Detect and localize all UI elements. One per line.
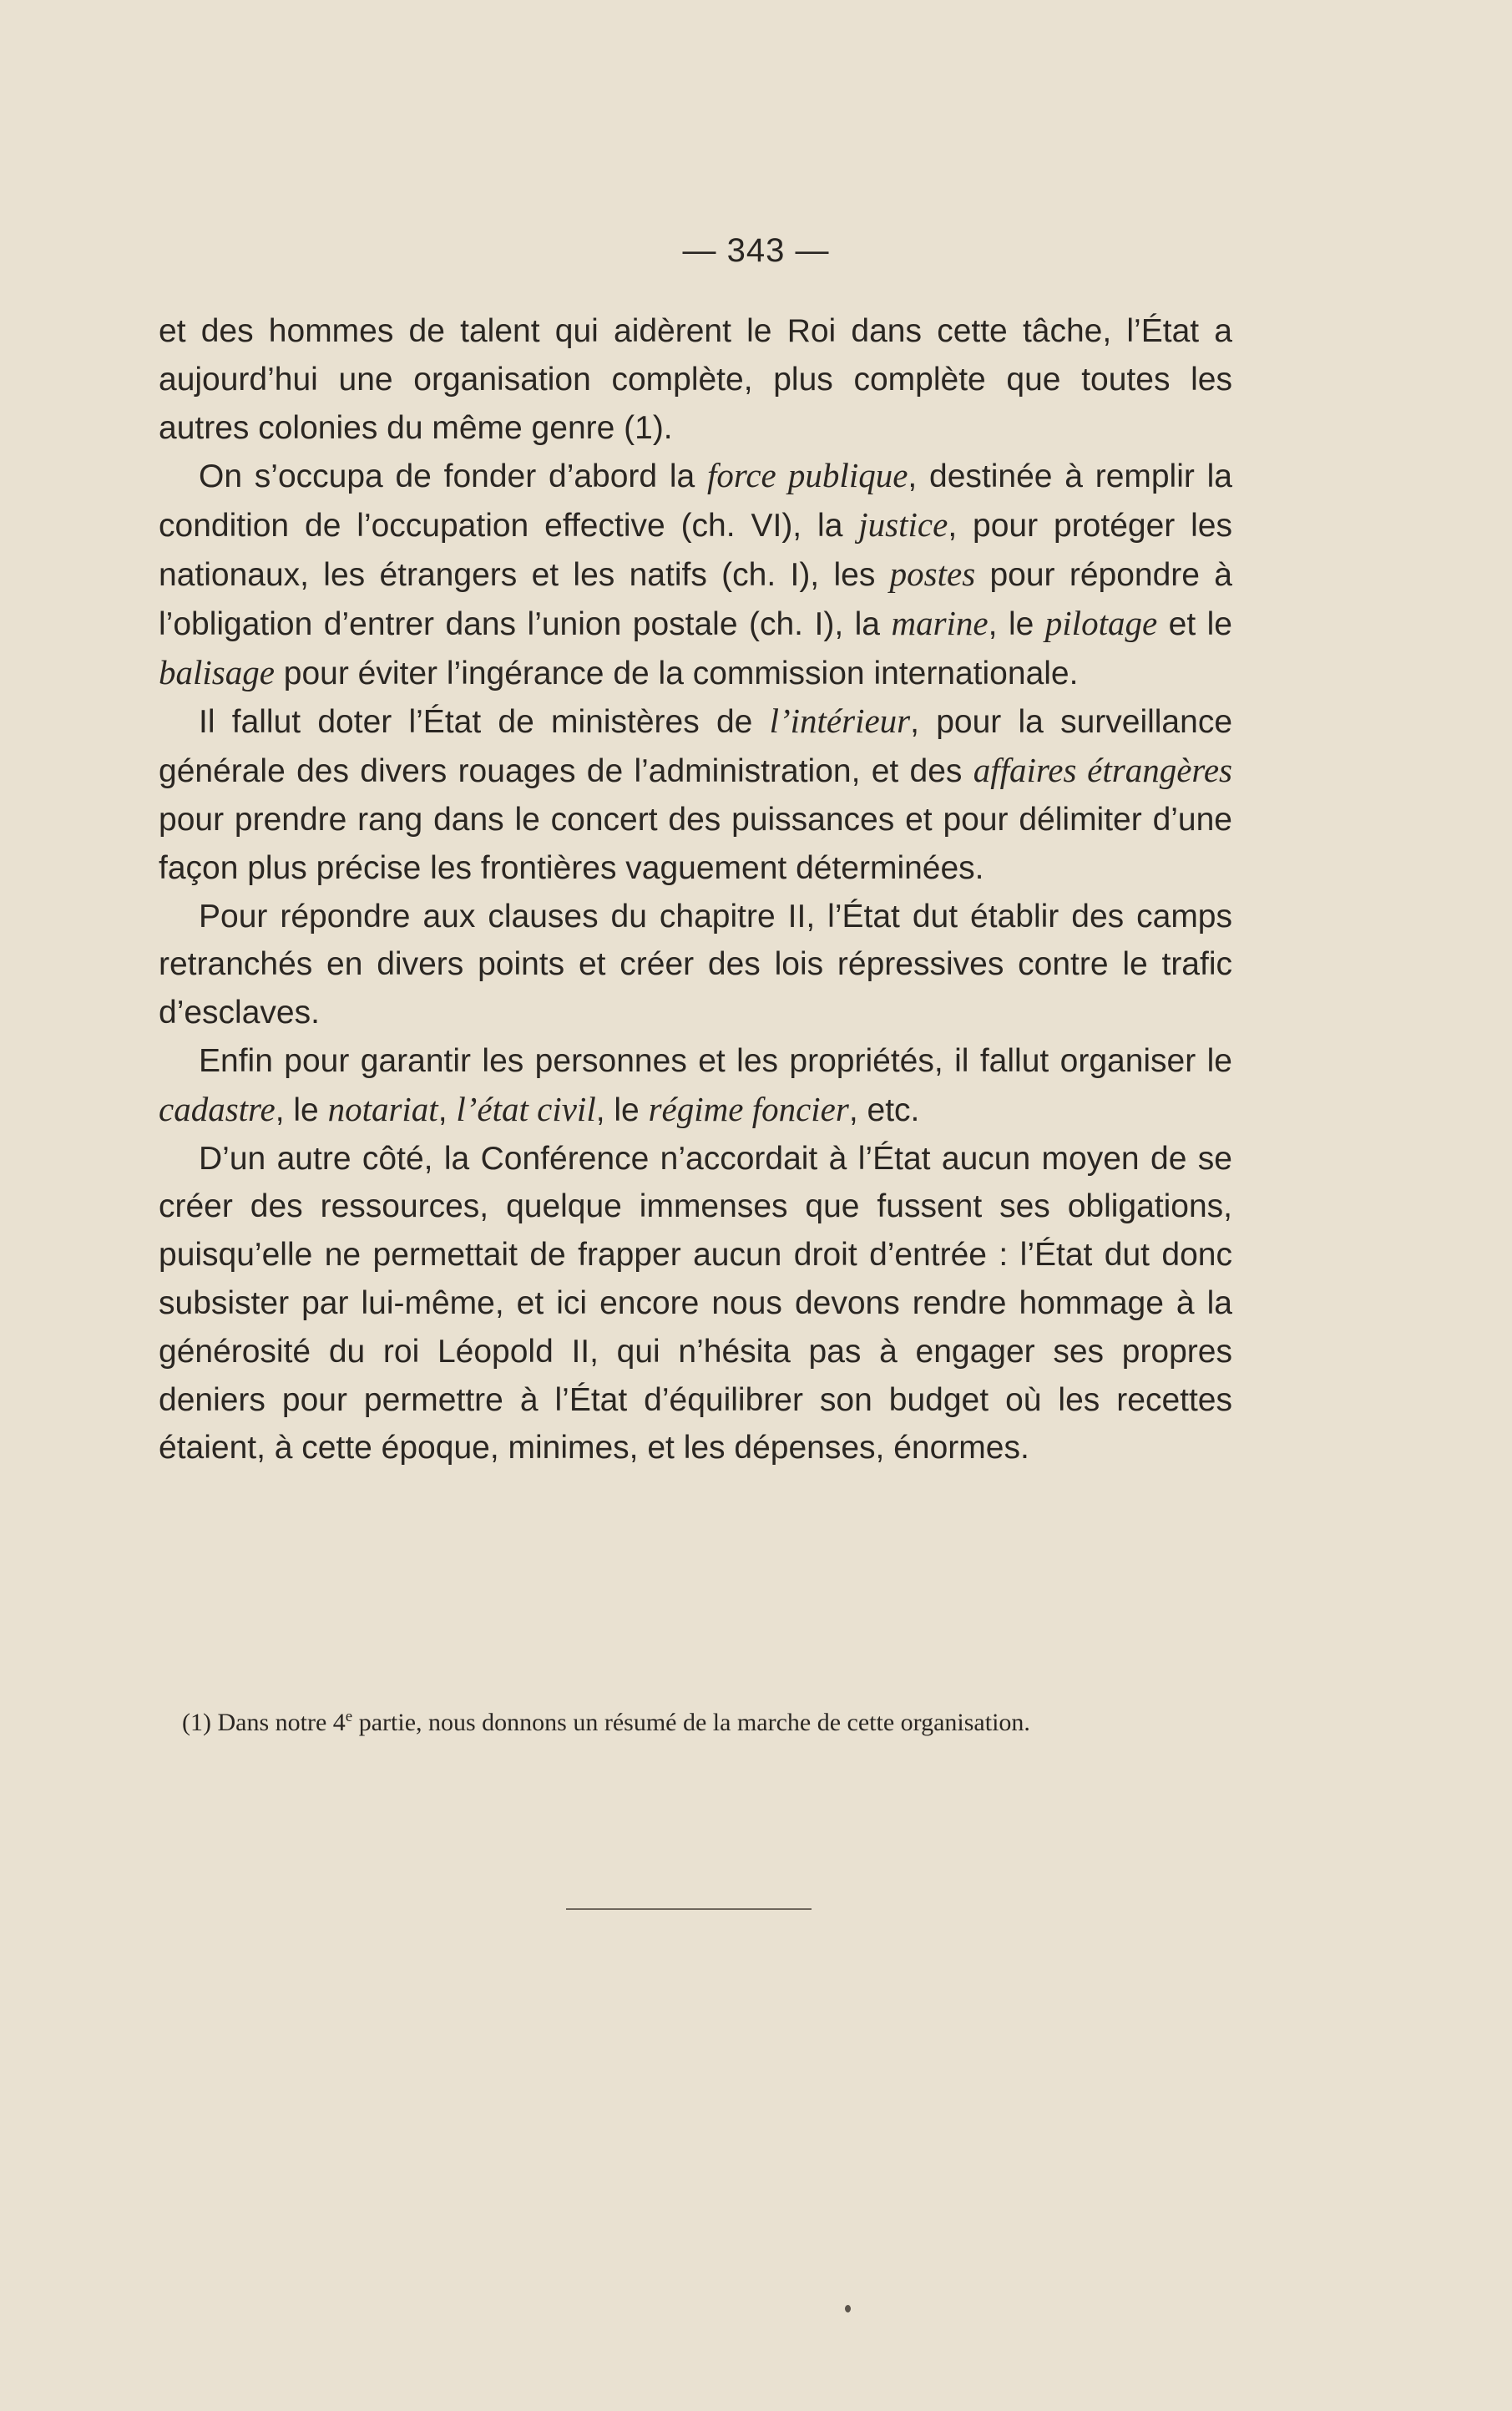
footnote-marker: (1)	[182, 1709, 211, 1736]
text-run: Pour répondre aux clauses du chapitre II, l’État dut établir des camps retranchés en divers points et créer des lois répressives contre le trafic d’esclaves.	[159, 898, 1232, 1031]
text-run: Il fallut doter l’État de ministères de	[199, 704, 770, 741]
italic-term: cadastre	[159, 1089, 276, 1128]
paragraph	[159, 307, 1232, 452]
italic-term: justice	[858, 505, 948, 545]
footnote-superscript: e	[345, 1708, 353, 1725]
page-number: — 343 —	[682, 232, 830, 269]
footnote-text-end: partie, nous donnons un résumé de la marche de cette organisation.	[352, 1709, 1030, 1736]
paragraph	[159, 1135, 1232, 1473]
italic-term: l’état civil	[456, 1089, 596, 1128]
text-run: , destinée à remplir la condition de l’occupation effective (ch. VI), la	[159, 458, 1232, 545]
text-run: , pour la surveillance générale des divers rouages de l’administration, et des	[159, 704, 1233, 790]
text-run: Enfin pour garantir les personnes et les propriétés, il fallut organiser le	[199, 1042, 1232, 1079]
italic-term: régime foncier	[648, 1089, 849, 1128]
paragraph	[159, 1037, 1232, 1135]
italic-term: balisage	[159, 652, 275, 691]
italic-term: marine	[891, 603, 989, 642]
text-run: D’un autre côté, la Conférence n’accordait à l’État aucun moyen de se créer des ressources, quelque immenses que fussent ses obligations, puisqu’elle ne permettait de frapper aucun droit d’entrée : l’État dut donc subsister par lui-même, et ici encore nous devons rendre hommage à la générosité du roi Léopold II, qui n’hésita pas à engager ses propres deniers pour permettre à l’État d’équilibrer son budget où les recettes étaient, à cette époque, minimes, et les dépenses, énormes.	[159, 1140, 1232, 1466]
text-run: , pour protéger les nationaux, les étrangers et les natifs (ch. I), les	[159, 508, 1232, 593]
italic-term: l’intérieur	[769, 702, 911, 741]
closing-rule	[566, 1908, 812, 1910]
text-run: , le	[275, 1092, 328, 1128]
text-run: pour prendre rang dans le concert des puissances et pour délimiter d’une façon plus précise les frontières vaguement déterminées.	[159, 801, 1232, 886]
footnote-text-start: Dans notre 4	[217, 1709, 346, 1736]
italic-term: notariat	[327, 1089, 438, 1128]
paragraph	[159, 452, 1232, 697]
text-run: On s’occupa de fonder d’abord la	[199, 458, 708, 495]
italic-term: pilotage	[1044, 603, 1158, 642]
text-run: ,	[437, 1092, 457, 1128]
italic-term: force publique	[707, 456, 908, 495]
text-run: et le	[1157, 605, 1232, 642]
paragraph	[159, 697, 1232, 892]
italic-term: postes	[889, 554, 976, 593]
text-run: pour éviter l’ingérance de la commission internationale.	[274, 655, 1079, 691]
paragraph	[159, 893, 1232, 1037]
body-text	[159, 307, 1232, 1472]
text-run: , le	[595, 1092, 649, 1128]
text-run: , etc.	[848, 1092, 920, 1128]
footnote	[159, 1704, 1232, 1741]
paper-speck	[845, 2305, 851, 2312]
italic-term: affaires étrangères	[973, 751, 1232, 790]
text-run: et des hommes de talent qui aidèrent le Roi dans cette tâche, l’État a aujourd’hui une organisation complète, plus complète que toutes les autres colonies du même genre (1).	[159, 313, 1232, 446]
text-run: pour répondre à l’obligation d’entrer dans l’union postale (ch. I), la	[159, 556, 1232, 642]
text-run: , le	[988, 605, 1045, 642]
